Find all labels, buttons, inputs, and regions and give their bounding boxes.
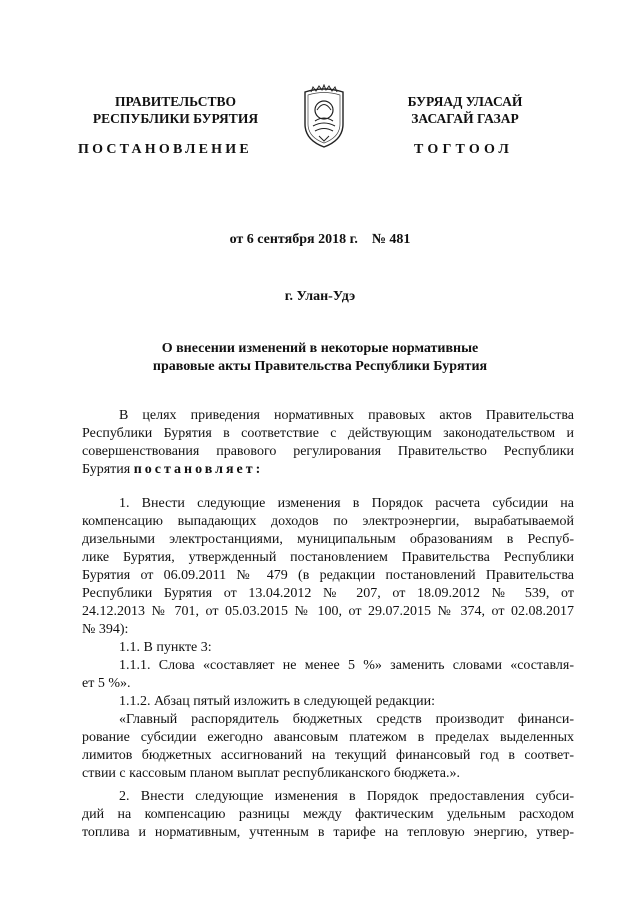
text-line: 1.1.2. Абзац пятый изложить в следующей редакции: <box>119 694 435 709</box>
text-line: лике Бурятия, утвержденный постановлением Правительства Республики <box>82 550 574 565</box>
doc-type-buryat: ТОГТООЛ <box>414 142 514 157</box>
title-line: правовые акты Правительства Республики Бурятия <box>152 359 488 374</box>
text-line: дий на компенсацию разницы между фактическим удельным расходом <box>82 807 574 822</box>
text-line: компенсацию выпадающих доходов по электроэнергии, вырабатываемой <box>82 514 574 529</box>
text-line: лимитов бюджетных ассигнований на текущий финансовый год в соответ- <box>82 748 574 763</box>
text-line: 2. Внести следующие изменения в Порядок предоставления субси- <box>119 789 574 804</box>
text-line: топлива и нормативным, учтенным в тарифе на тепловую энергию, утвер- <box>82 825 574 840</box>
section-2 <box>82 788 574 842</box>
text-line <box>82 461 574 479</box>
preamble-prefix: Бурятия <box>82 462 134 477</box>
coat-of-arms-emblem <box>299 84 349 150</box>
text-line: № 394): <box>82 622 129 637</box>
doc-type-russian: ПОСТАНОВЛЕНИЕ <box>78 142 252 157</box>
date-number-line <box>0 232 640 248</box>
header-right-line2: ЗАСАГАЙ ГАЗАР <box>411 111 519 126</box>
text-line: Бурятия от 06.09.2011 № 479 (в редакции постановлений Правительства <box>82 568 574 583</box>
text-line: В целях приведения нормативных правовых актов Правительства <box>119 408 574 423</box>
document-number: № 481 <box>371 232 411 247</box>
text-line: рование субсидии ежегодно авансовым платежом в пределах выделенных <box>82 730 574 745</box>
header-left-line2: РЕСПУБЛИКИ БУРЯТИЯ <box>92 111 259 126</box>
text-line: Республики Бурятия от 13.04.2012 № 207, от 18.09.2012 № 539, от <box>82 586 574 601</box>
government-name-buryat <box>390 93 540 127</box>
decree-verb: постановляет: <box>133 462 264 477</box>
section-1 <box>82 495 574 783</box>
government-name-russian <box>88 93 263 127</box>
text-line: ствии с кассовым планом выплат республиканского бюджета.». <box>82 766 461 781</box>
text-line: дизельными электростанциями, муниципальным образованиям в Респуб- <box>82 532 574 547</box>
header-left-line1: ПРАВИТЕЛЬСТВО <box>114 94 236 109</box>
text-line: ет 5 %». <box>82 676 131 691</box>
title-line: О внесении изменений в некоторые нормативные <box>161 341 479 356</box>
text-line: совершенствования правового регулирования Правительство Республики <box>82 444 574 459</box>
header-right-line1: БУРЯАД УЛАСАЙ <box>407 94 523 109</box>
text-line: 1.1.1. Слова «составляет не менее 5 %» заменить словами «составля- <box>119 658 574 673</box>
text-line: 1.1. В пункте 3: <box>119 640 212 655</box>
document-city: г. Улан-Удэ <box>284 289 356 304</box>
preamble-paragraph <box>82 407 574 479</box>
text-line: 1. Внести следующие изменения в Порядок расчета субсидии на <box>119 496 574 511</box>
document-date: от 6 сентября 2018 г. <box>229 232 358 247</box>
text-line: 24.12.2013 № 701, от 05.03.2015 № 100, от 29.07.2015 № 374, от 02.08.2017 <box>82 604 574 619</box>
text-line: «Главный распорядитель бюджетных средств производит финанси- <box>119 712 574 727</box>
document-title <box>0 340 640 376</box>
text-line: Республики Бурятия в соответствие с действующим законодательством и <box>82 426 574 441</box>
